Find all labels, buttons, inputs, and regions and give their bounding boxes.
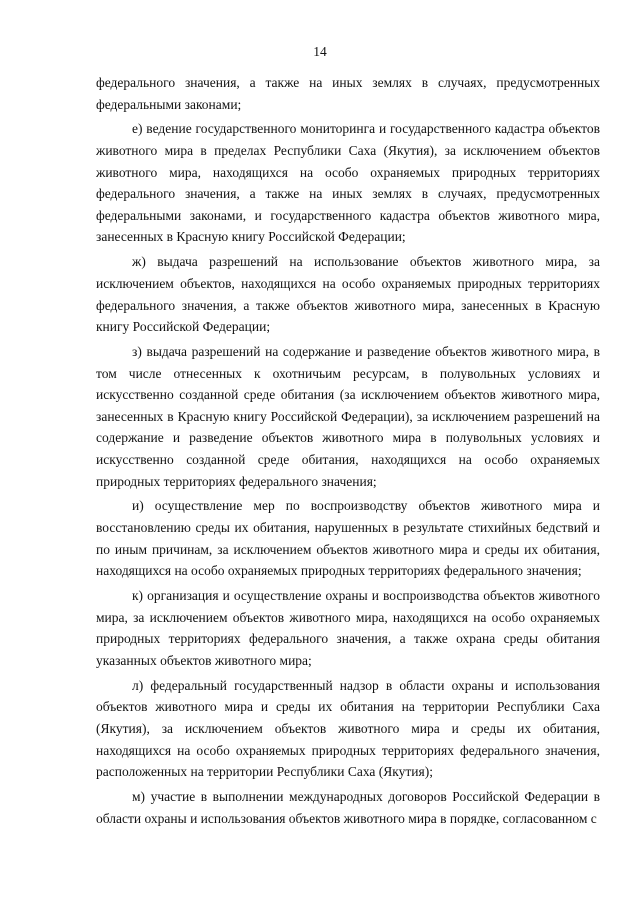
paragraph-item-i: и) осуществление мер по воспроизводству объектов животного мира и восстановлению среды их обитания, нарушенных в результате стихийных бедствий и по иным причинам, за исключением объектов животного мира и среды их обитания, находящихся на особо охраняемых природных территориях федерального значения; bbox=[96, 498, 600, 579]
document-body bbox=[96, 72, 600, 833]
paragraph-item-m: м) участие в выполнении международных договоров Российской Федерации в области охраны и использования объектов животного мира в порядке, согласованном с bbox=[96, 789, 600, 826]
paragraph-item-k: к) организация и осуществление охраны и воспроизводства объектов животного мира, за исключением объектов животного мира, находящихся на особо охраняемых природных территориях федерального значения, а также охрана среды обитания указанных объектов животного мира; bbox=[96, 588, 600, 668]
paragraph-item-e: е) ведение государственного мониторинга и государственного кадастра объектов животного мира в пределах Республики Саха (Якутия), за исключением объектов животного мира, находящихся на особо охраняемых природных территориях федерального значения, а также на иных землях в случаях, предусмотренных федеральными законами, и государственного кадастра объектов животного мира, занесенных в Красную книгу Российской Федерации; bbox=[96, 121, 600, 245]
paragraph-continuation: федерального значения, а также на иных землях в случаях, предусмотренных федеральными законами; bbox=[96, 75, 600, 112]
paragraph-item-zh: ж) выдача разрешений на использование объектов животного мира, за исключением объектов, находящихся на особо охраняемых природных территориях федерального значения, а также объектов животного мира, занесенных в Красную книгу Российской Федерации; bbox=[96, 254, 600, 335]
paragraph-item-z: з) выдача разрешений на содержание и разведение объектов животного мира, в том числе отнесенных к охотничьим ресурсам, в полувольных условиях и искусственно созданной среде обитания (за исключением объектов животного мира, занесенных в Красную книгу Российской Федерации), за исключением разрешений на содержание и разведение объектов животного мира в полувольных условиях и искусственно созданной среде обитания, находящихся на особо охраняемых природных территориях федерального значения; bbox=[96, 344, 600, 489]
page-number: 14 bbox=[313, 44, 327, 59]
paragraph-item-l: л) федеральный государственный надзор в области охраны и использования объектов животного мира и среды их обитания на территории Республики Саха (Якутия), за исключением объектов животного мира и среды их обитания, находящихся на особо охраняемых природных территориях федерального значения, расположенных на территории Республики Саха (Якутия); bbox=[96, 677, 600, 780]
